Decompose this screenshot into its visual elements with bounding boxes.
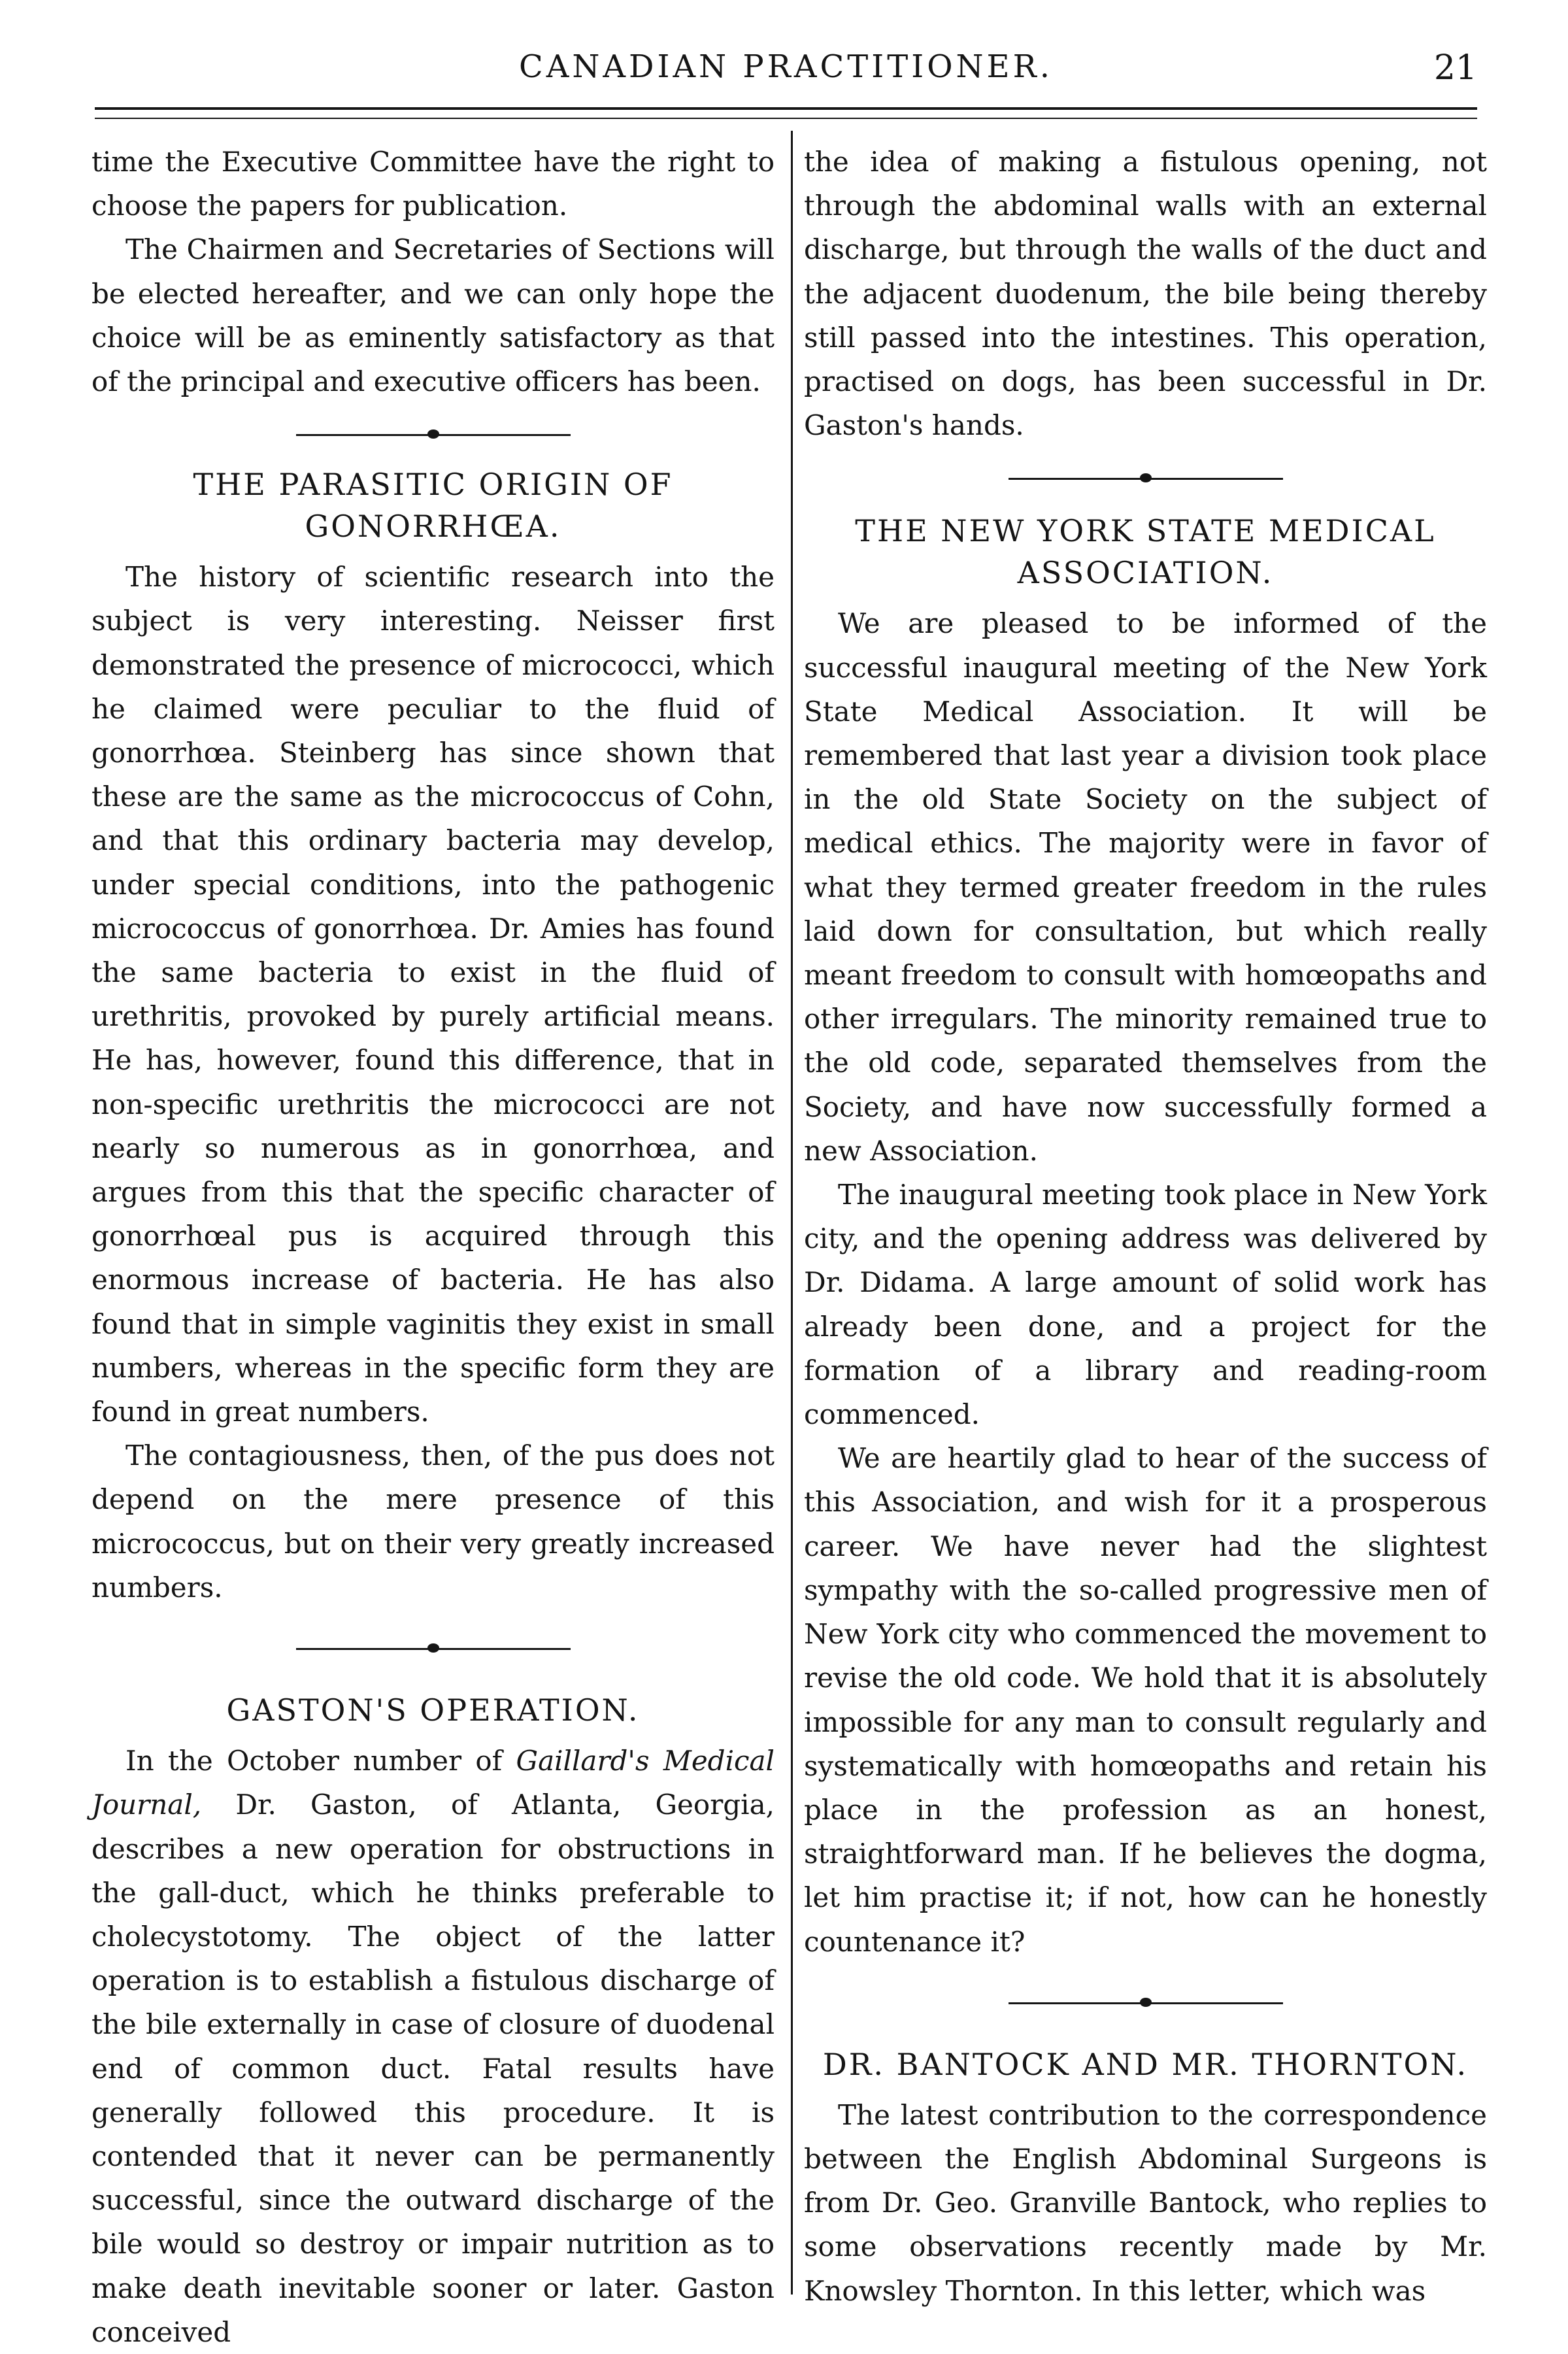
- paragraph-heartily-glad: We are heartily glad to hear of the success of this Association, and wish for it a prosperous career. We have never had the slightest sympathy with the so-called progressive men of New York city who commenced the movement to revise the old code. We hold that it is absolutely impossible for any man to consult regularly and systematically with homœopaths and retain his place in the profession as an honest, straightforward man. If he believes the dogma, let him practise it; if not, how can he honestly countenance it?: [804, 1442, 1487, 1958]
- paragraph-gaston: [92, 1739, 775, 2354]
- paragraph-inaugural: We are pleased to be informed of the successful inaugural meeting of the New York State Medical Association. It will be remembered that last year a division took place in the old State Society on the subject of medical ethics. The majority were in favor of what they termed greater freedom in the rules laid down for consultation, but which really meant freedom to consult with homœopaths and other irregulars. The minority remained true to the old code, separated themselves from the Society, and have now successfully formed a new Association.: [804, 607, 1487, 1167]
- paragraph-gaston-intro: In the October number of: [125, 1745, 516, 1777]
- section-ornament: [804, 456, 1487, 502]
- page-header: [95, 44, 1477, 97]
- page-number: 21: [1433, 48, 1477, 88]
- column-divider: [791, 131, 793, 2295]
- paragraph-continued: the idea of making a fistulous opening, not through the abdominal walls with an external discharge, but through the walls of the duct and the adjacent duodenum, the bile being thereby still passed into the intestines. This operation, practised on dogs, has been successful in Dr. Gaston's hands.: [804, 146, 1487, 442]
- paragraph-bantock: The latest contribution to the correspondence between the English Abdominal Surgeons is from Dr. Geo. Granville Bantock, who replies to some observations recently made by Mr. Knowsley Thornton. In this letter, which was: [804, 2098, 1487, 2307]
- paragraph-research: The history of scientific research into the subject is very interesting. Neisser first demonstrated the presence of micrococci, which he claimed were peculiar to the fluid of gonorrhœa. Steinberg has since shown that these are the same as the micrococcus of Cohn, and that this ordinary bacteria may develop, under special conditions, into the pathogenic micrococcus of gonorrhœa. Dr. Amies has found the same bacteria to exist in the fluid of urethritis, provoked by purely artificial means. He has, however, found this difference, that in non-specific urethritis the micrococci are not nearly so numerous as in gonorrhœa, and argues from this that the specific character of gonorrhœal pus is acquired through this enormous increase of bacteria. He has also found that in simple vaginitis they exist in small numbers, whereas in the specific form they are found in great numbers.: [92, 561, 775, 1428]
- heading-gastons-operation: GASTON'S OPERATION.: [226, 1692, 640, 1728]
- paragraph-continued: time the Executive Committee have the right to choose the papers for publication.: [92, 146, 775, 222]
- paragraph-contagiousness: The contagiousness, then, of the pus does not depend on the mere presence of this micrococcus, but on their very greatly increased numbers.: [92, 1439, 775, 1604]
- section-ornament: [92, 1626, 775, 1672]
- running-title: CANADIAN PRACTITIONER.: [519, 48, 1053, 85]
- left-column: [92, 140, 775, 2354]
- heading-bantock-thornton: DR. BANTOCK AND MR. THORNTON.: [822, 2046, 1469, 2082]
- section-ornament: [804, 1981, 1487, 2026]
- heading-parasitic-origin: THE PARASITIC ORIGIN OF GONORRHŒA.: [193, 467, 673, 545]
- header-rule: [95, 107, 1477, 110]
- paragraph-sections: The Chairmen and Secretaries of Sections will be elected hereafter, and we can only hope the choice will be as eminently satisfactory as that of the principal and executive officers has been.: [92, 233, 775, 398]
- right-column: [804, 140, 1487, 2313]
- heading-ny-medical-association: THE NEW YORK STATE MEDICAL ASSOCIATION.: [855, 513, 1436, 591]
- journal-title: Gaillard's Medical Journal,: [92, 1745, 775, 1821]
- header-rule-thin: [95, 118, 1477, 119]
- section-ornament: [92, 412, 775, 458]
- paragraph-meeting: The inaugural meeting took place in New York city, and the opening address was delivered by Dr. Didama. A large amount of solid work has already been done, and a project for the formation of a library and reading-room commenced.: [804, 1179, 1487, 1431]
- paragraph-gaston-body: Dr. Gaston, of Atlanta, Georgia, describes a new operation for obstructions in the gall-duct, which he thinks preferable to cholecystotomy. The object of the latter operation is to establish a fistulous discharge of the bile externally in case of closure of duodenal end of common duct. Fatal results have generally followed this procedure. It is contended that it never can be permanently successful, since the outward discharge of the bile would so destroy or impair nutrition as to make death inevitable sooner or later. Gaston conceived: [92, 1789, 775, 2348]
